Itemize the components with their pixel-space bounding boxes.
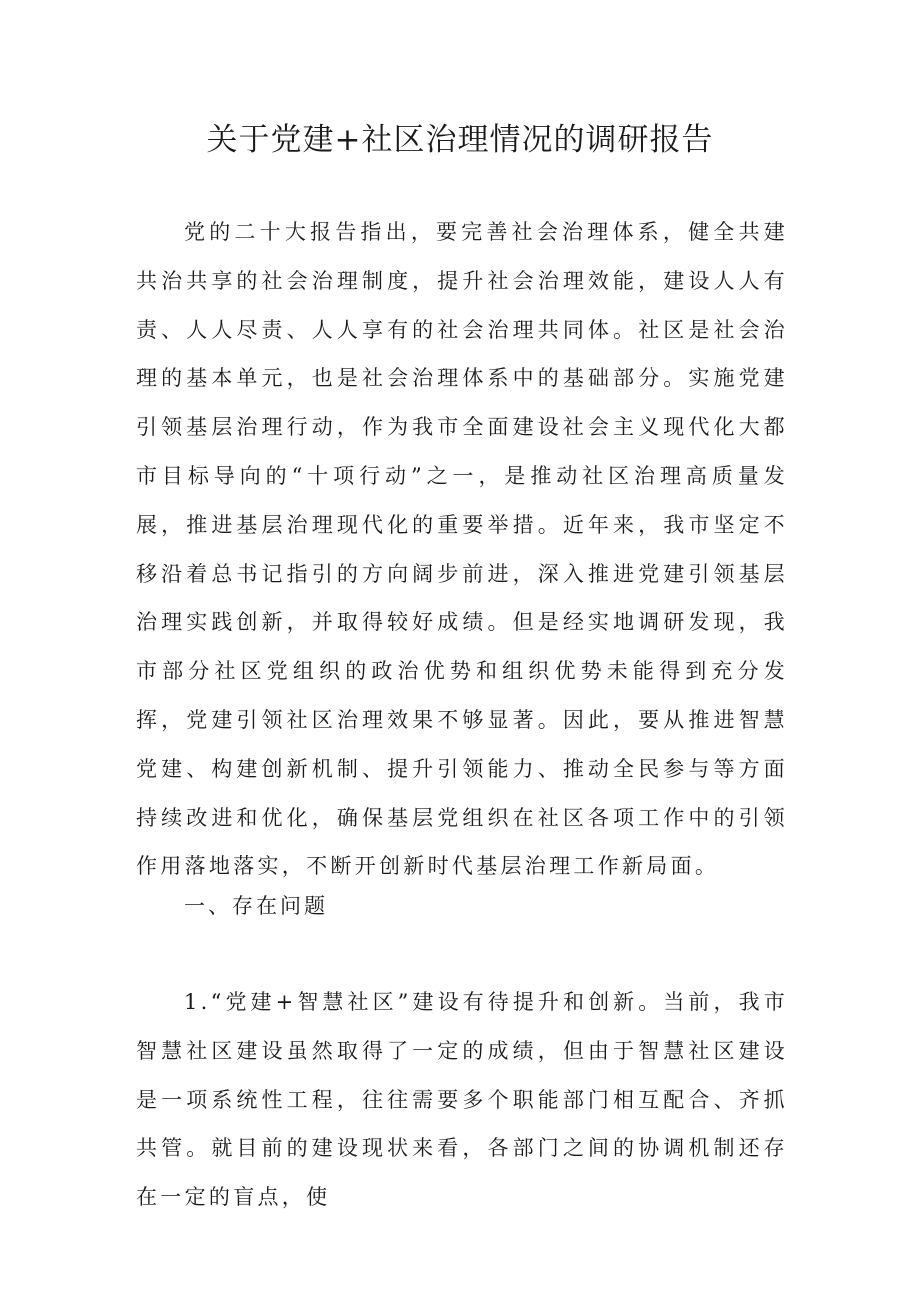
document-title: 关于党建+社区治理情况的调研报告	[206, 122, 714, 158]
item-1-paragraph: 1.“党建+智慧社区”建设有待提升和创新。当前，我市智慧社区建设虽然取得了一定的成绩，但由于智慧社区建设是一项系统性工程，往往需要多个职能部门相互配合、齐抓共管。就目前的建设现状来看，各部门之间的协调机制还存在一定的盲点，使	[136, 990, 788, 1210]
section-heading: 一、存在问题	[184, 894, 328, 918]
intro-paragraph: 党的二十大报告指出，要完善社会治理体系，健全共建共治共享的社会治理制度，提升社会治理效能，建设人人有责、人人尽责、人人享有的社会治理共同体。社区是社会治理的基本单元，也是社会治理体系中的基础部分。实施党建引领基层治理行动，作为我市全面建设社会主义现代化大都市目标导向的“十项行动”之一，是推动社区治理高质量发展，推进基层治理现代化的重要举措。近年来，我市坚定不移沿着总书记指引的方向阔步前进，深入推进党建引领基层治理实践创新，并取得较好成绩。但是经实地调研发现，我市部分社区党组织的政治优势和组织优势未能得到充分发挥，党建引领社区治理效果不够显著。因此，要从推进智慧党建、构建创新机制、提升引领能力、推动全民参与等方面持续改进和优化，确保基层党组织在社区各项工作中的引领作用落地落实，不断开创新时代基层治理工作新局面。	[136, 220, 788, 879]
